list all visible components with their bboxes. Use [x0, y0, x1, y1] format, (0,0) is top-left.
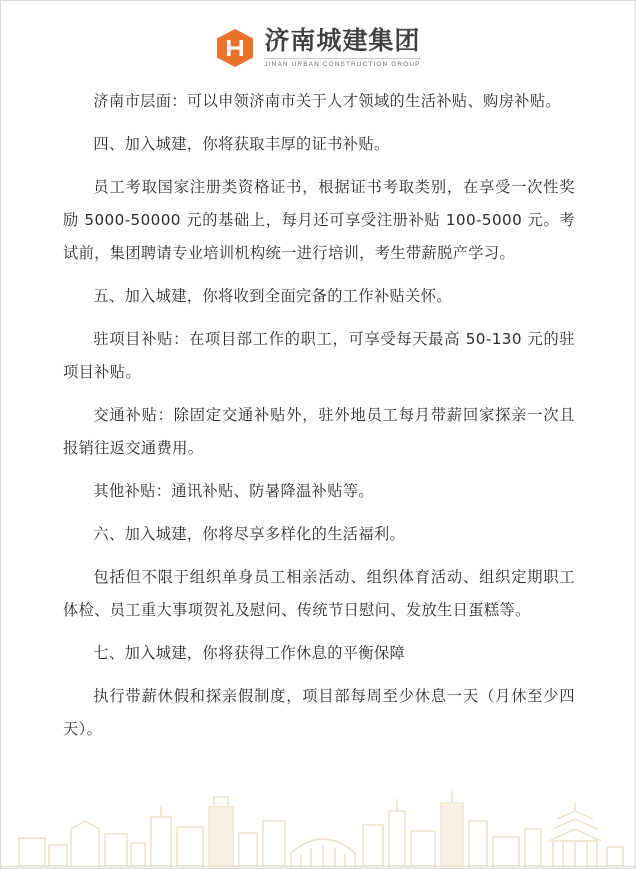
paragraph: 员工考取国家注册类资格证书，根据证书考取类别，在享受一次性奖励 5000-50000 元的基础上，每月还可享受注册补贴 100-5000 元。考试前，集团聘请专业培训机构统一进行培训，考生带薪脱产学习。: [63, 178, 575, 262]
logo: [215, 25, 421, 69]
paragraph: 济南市层面：可以申领济南市关于人才领域的生活补贴、购房补贴。: [93, 92, 562, 110]
paragraph: 执行带薪休假和探亲假制度，项目部每周至少休息一天（月休至少四天）。: [63, 687, 575, 738]
logo-chinese-name: 济南城建集团: [264, 25, 421, 55]
paragraph: 交通补贴：除固定交通补贴外，驻外地员工每月带薪回家探亲一次且报销往返交通费用。: [63, 406, 575, 457]
paragraph: 四、加入城建，你将获取丰厚的证书补贴。: [93, 135, 390, 153]
paragraph: 驻项目补贴：在项目部工作的职工，可享受每天最高 50-130 元的驻项目补贴。: [63, 330, 575, 381]
city-skyline-illustration: [1, 733, 636, 868]
paragraph: 其他补贴：通讯补贴、防暑降温补贴等。: [93, 482, 374, 500]
logo-text: [264, 25, 421, 69]
jinan-urban-construction-logo-icon: [215, 28, 255, 68]
document-body: [63, 85, 575, 756]
document-header: [1, 19, 635, 77]
paragraph: 包括但不限于组织单身员工相亲活动、组织体育活动、组织定期职工体检、员工重大事项贺礼及慰问、传统节日慰问、发放生日蛋糕等。: [63, 568, 575, 619]
paragraph: 七、加入城建，你将获得工作休息的平衡保障: [93, 644, 406, 662]
paragraph: 六、加入城建，你将尽享多样化的生活福利。: [93, 525, 406, 543]
logo-english-name: JINAN URBAN CONSTRUCTION GROUP: [264, 58, 420, 69]
paragraph: 五、加入城建，你将收到全面完备的工作补贴关怀。: [93, 287, 452, 305]
